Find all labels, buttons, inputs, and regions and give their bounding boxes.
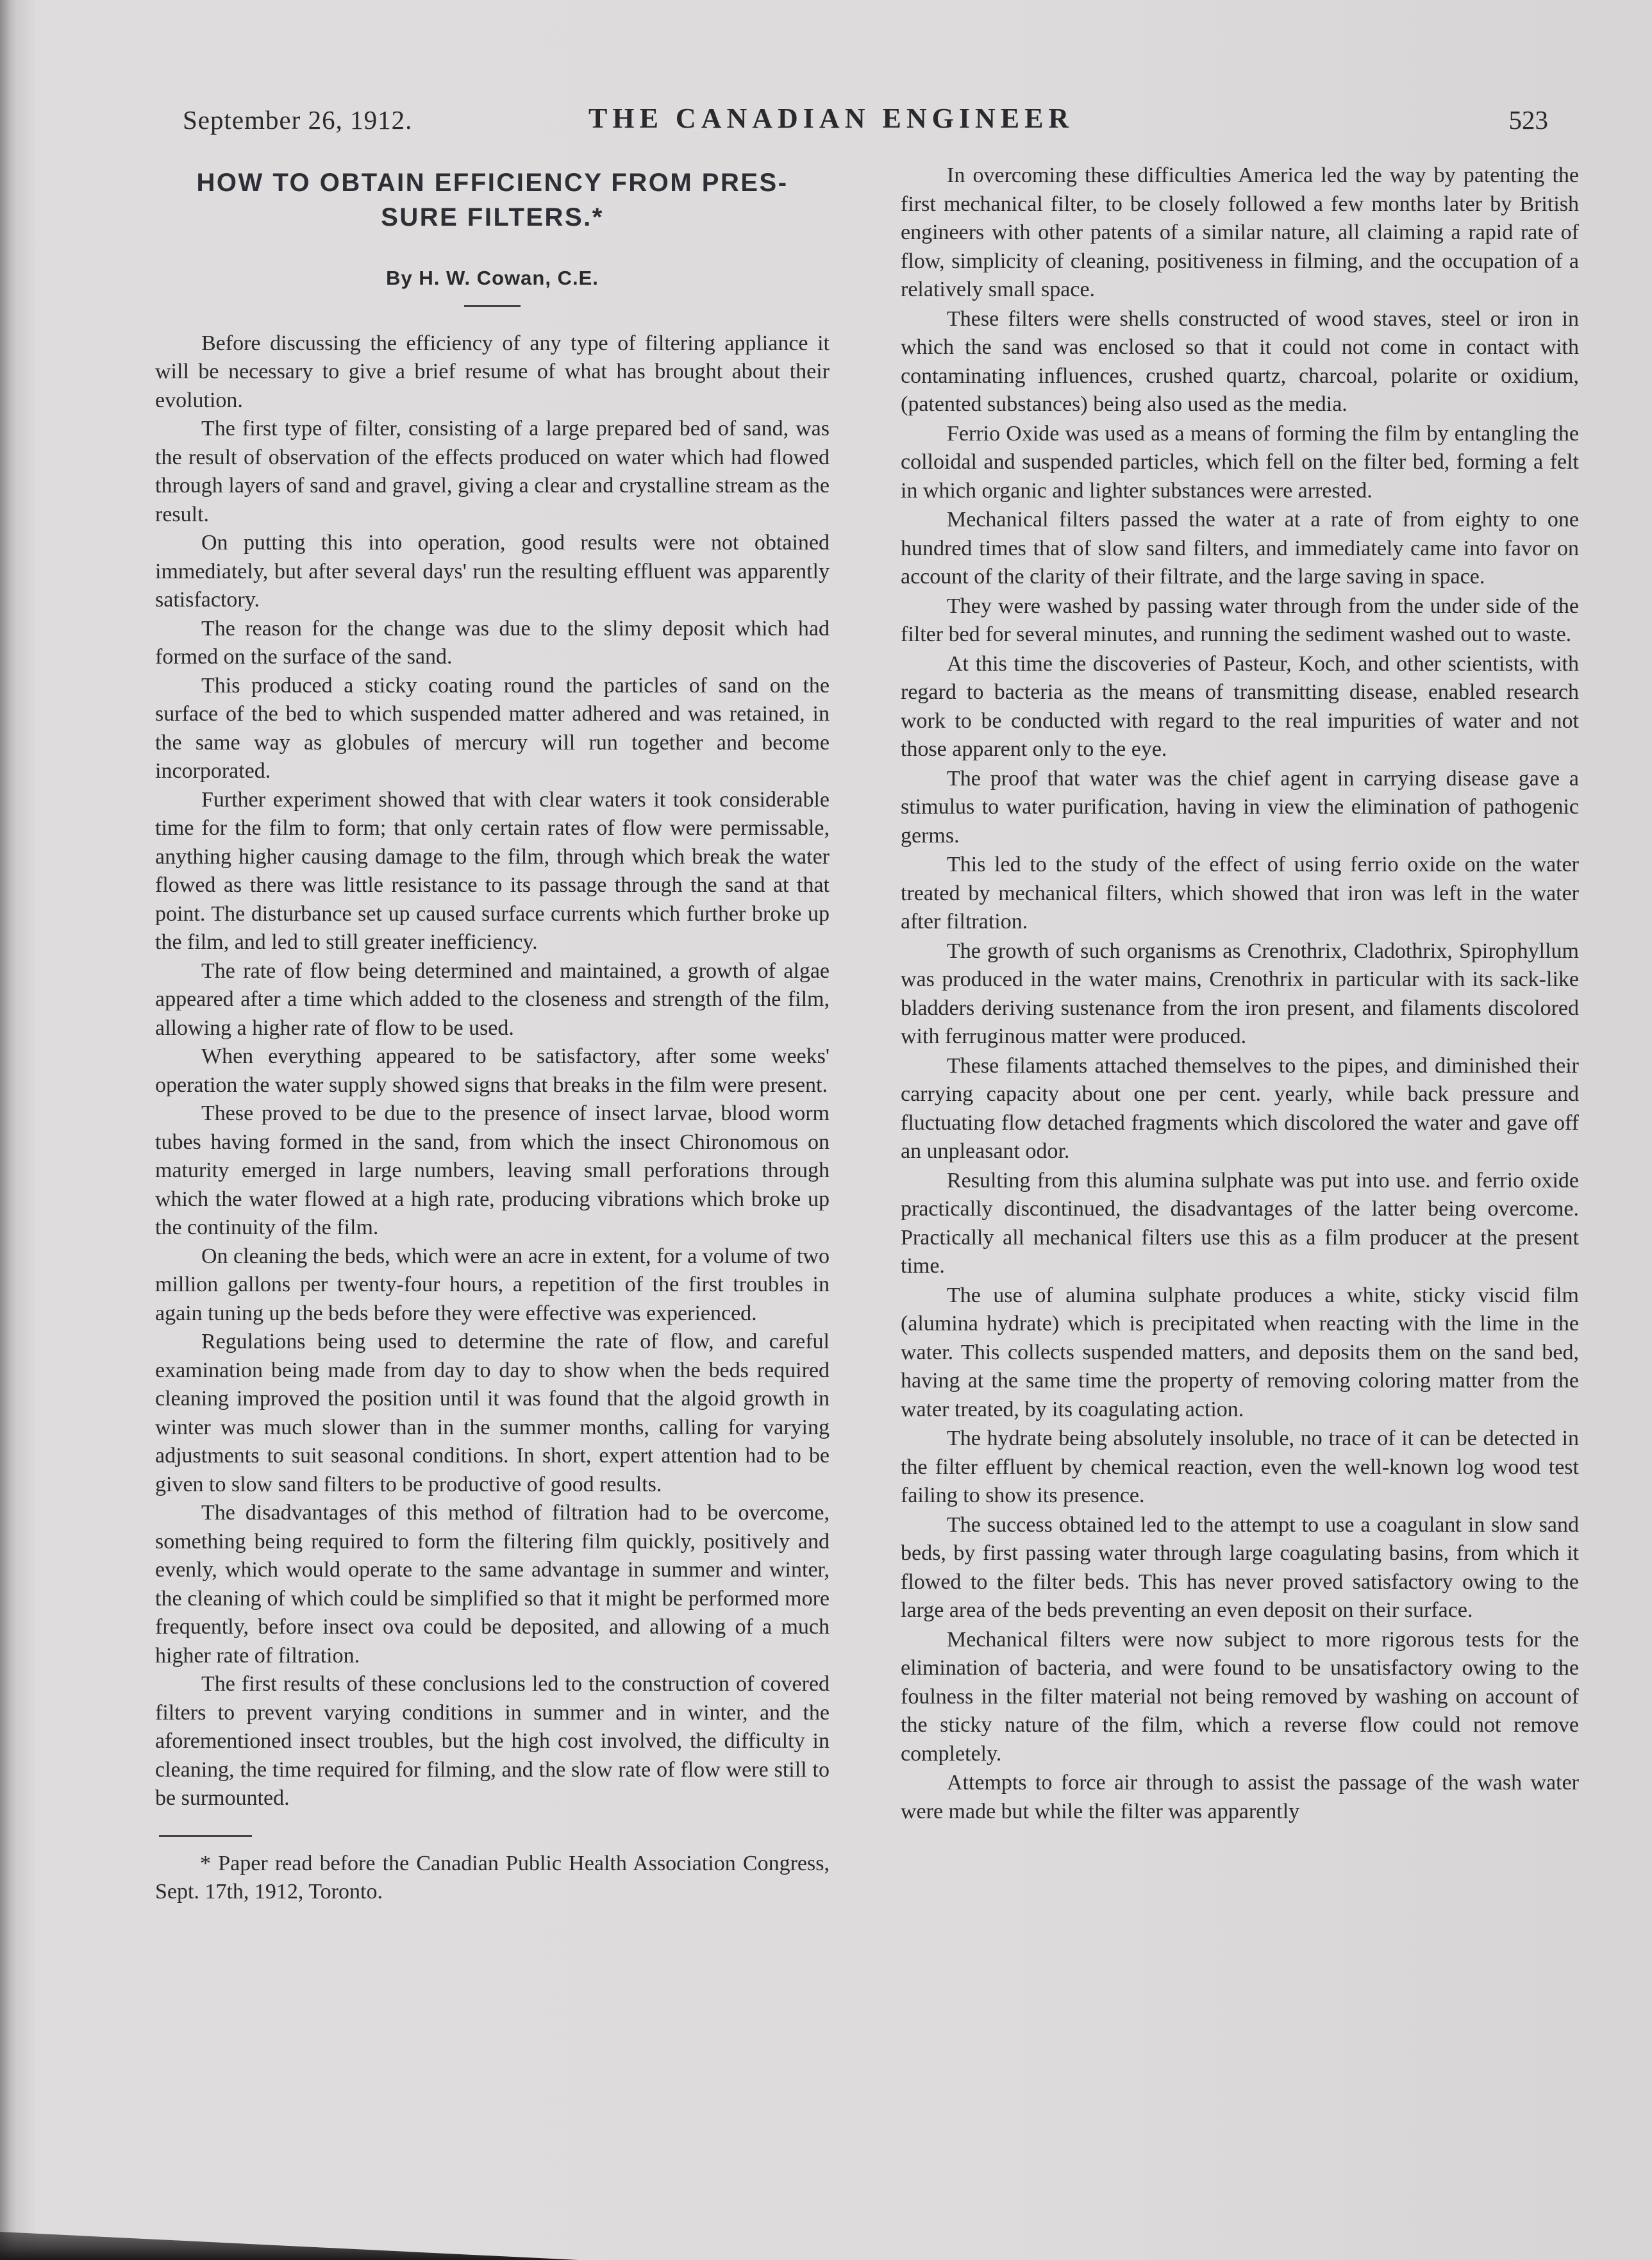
paragraph: The proof that water was the chief agent in carrying disease gave a stimulus to water purification, having in view the elimination of pathogenic germs. [901, 766, 1579, 848]
left-column [155, 160, 830, 1906]
paragraph: At this time the discoveries of Pasteur, Koch, and other scientists, with regard to bacteria as the means of transmitting disease, enabled research work to be conducted with regard to the real impurities of water and not those apparent only to the eye. [901, 651, 1579, 761]
paragraph: The success obtained led to the attempt to use a coagulant in slow sand beds, by first passing water through large coagulating basins, from which it flowed to the filter beds. This has never proved satisfactory owing to the large area of the beds preventing an even deposit on their surface. [901, 1512, 1579, 1622]
paragraph: Mechanical filters passed the water at a rate of from eighty to one hundred times that of slow sand filters, and immediately came into favor on account of the clarity of their filtrate, and the large saving in space. [901, 508, 1579, 589]
book-spine-edge [0, 0, 17, 2260]
title-divider [464, 305, 521, 307]
paragraph: The disadvantages of this method of filtration had to be overcome, something being required to form the filtering film quickly, positively and evenly, which would operate to the same advantage in summer and winter, the cleaning of which could be simplified so that it might be performed more frequently, before insect ova could be deposited, and allowing of a much higher rate of filtration. [155, 1501, 830, 1668]
paragraph: On cleaning the beds, which were an acre in extent, for a volume of two million gallons per twenty-four hours, a repetition of the first troubles in again tuning up the beds before they were effective was experienced. [155, 1244, 830, 1325]
article-title: HOW TO OBTAIN EFFICIENCY FROM PRES- SURE FILTERS.* [196, 169, 788, 231]
paragraph: The rate of flow being determined and maintained, a growth of algae appeared after a time which added to the closeness and strength of the film, allowing a higher rate of flow to be used. [155, 958, 830, 1040]
paragraph: The reason for the change was due to the slimy deposit which had formed on the surface of the sand. [155, 616, 830, 669]
paragraph: Regulations being used to determine the rate of flow, and careful examination being made from day to day to show when the beds required cleaning improved the position until it was found that the algoid growth in winter was much slower than in the summer months, calling for varying adjustments to suit seasonal conditions. In short, expert attention had to be given to slow sand filters to be productive of good results. [155, 1330, 830, 1496]
paragraph: Attempts to force air through to assist the passage of the wash water were made but while the filter was apparently [901, 1771, 1579, 1823]
paragraph: The use of alumina sulphate produces a white, sticky viscid film (alumina hydrate) which is precipitated when reacting with the lime in the water. This collects suspended matters, and deposits them on the sand bed, having at the same time the property of removing coloring matter from the water treated, by its coagulating action. [901, 1283, 1579, 1421]
paragraph: These filters were shells constructed of wood staves, steel or iron in which the sand was enclosed so that it could not come in contact with contaminating influences, crushed quartz, charcoal, polarite or oxidium, (patented substances) being also used as the media. [901, 306, 1579, 416]
page-number: 523 [1508, 105, 1548, 135]
footnote: * Paper read before the Canadian Public Health Association Congress, Sept. 17th, 1912, Toronto. [155, 1851, 830, 1904]
paragraph: The hydrate being absolutely insoluble, no trace of it can be detected in the filter effluent by chemical reaction, even the well-known log wood test failing to show its presence. [901, 1427, 1579, 1507]
issue-date: September 26, 1912. [183, 105, 413, 135]
paragraph: These filaments attached themselves to the pipes, and diminished their carrying capacity about one per cent. yearly, while back pressure and fluctuating flow detached fragments which discolored the water and gave off an unpleasant odor. [901, 1053, 1579, 1163]
page-header [183, 105, 1548, 143]
paragraph: On putting this into operation, good results were not obtained immediately, but after several days' run the resulting effluent was apparently satisfactory. [155, 531, 830, 612]
paragraph: The first type of filter, consisting of a large prepared bed of sand, was the result of observation of the effects produced on water which had flowed through layers of sand and gravel, giving a clear and crystalline stream as the result. [155, 417, 830, 526]
paragraph: This led to the study of the effect of using ferrio oxide on the water treated by mechanical filters, which showed that iron was left in the water after filtration. [901, 853, 1579, 933]
footnote-divider [159, 1835, 252, 1837]
paragraph: Resulting from this alumina sulphate was put into use. and ferrio oxide practically discontinued, the disadvantages of the latter being overcome. Practically all mechanical filters use this as a film producer at the present time. [901, 1168, 1579, 1278]
paragraph: In overcoming these difficulties America led the way by patenting the first mechanical filter, to be closely followed a few months later by British engineers with other patents of a similar nature, all claiming a rapid rate of flow, simplicity of cleaning, positiveness in filming, and the occupation of a relatively small space. [901, 163, 1579, 301]
right-column [901, 162, 1579, 1827]
paragraph: Ferrio Oxide was used as a means of forming the film by entangling the colloidal and suspended particles, which fell on the filter bed, forming a felt in which organic and lighter substances were arrested. [901, 421, 1579, 503]
paragraph: Mechanical filters were now subject to more rigorous tests for the elimination of bacteria, and were found to be unsatisfactory owing to the foulness in the filter material not being removed by washing on account of the sticky nature of the film, which a reverse flow could not remove completely. [901, 1627, 1579, 1766]
paragraph: These proved to be due to the presence of insect larvae, blood worm tubes having formed in the sand, from which the insect Chironomous on maturity emerged in large numbers, leaving small perforations through which the water flowed at a high rate, producing vibrations which broke up the continuity of the film. [155, 1101, 830, 1239]
paragraph: The first results of these conclusions led to the construction of covered filters to prevent varying conditions in summer and in winter, and the aforementioned insect troubles, but the high cost involved, the difficulty in cleaning, the time required for filming, and the slow rate of flow were still to be surmounted. [155, 1672, 830, 1810]
paragraph: Further experiment showed that with clear waters it took considerable time for the film to form; that only certain rates of flow were permissable, anything higher causing damage to the film, through which break the water flowed as there was little resistance to its passage through the sand at that point. The disturbance set up caused surface currents which further broke up the film, and led to still greater inefficiency. [155, 787, 830, 954]
article-byline: By H. W. Cowan, C.E. [386, 267, 599, 289]
paragraph: The growth of such organisms as Crenothrix, Cladothrix, Spirophyllum was produced in the water mains, Crenothrix in particular with its sack-like bladders deriving sustenance from the iron present, and filaments discolored with ferruginous matter were produced. [901, 939, 1579, 1048]
journal-title: THE CANADIAN ENGINEER [588, 103, 1074, 134]
paragraph: When everything appeared to be satisfactory, after some weeks' operation the water supply showed signs that breaks in the film were present. [155, 1044, 830, 1097]
paragraph: They were washed by passing water through from the under side of the filter bed for several minutes, and running the sediment washed out to waste. [901, 594, 1579, 646]
paragraph: This produced a sticky coating round the particles of sand on the surface of the bed to which suspended matter adhered and was retained, in the same way as globules of mercury will run together and become incorporated. [155, 673, 830, 783]
paragraph: Before discussing the efficiency of any type of filtering appliance it will be necessary to give a brief resume of what has brought about their evolution. [155, 331, 830, 412]
